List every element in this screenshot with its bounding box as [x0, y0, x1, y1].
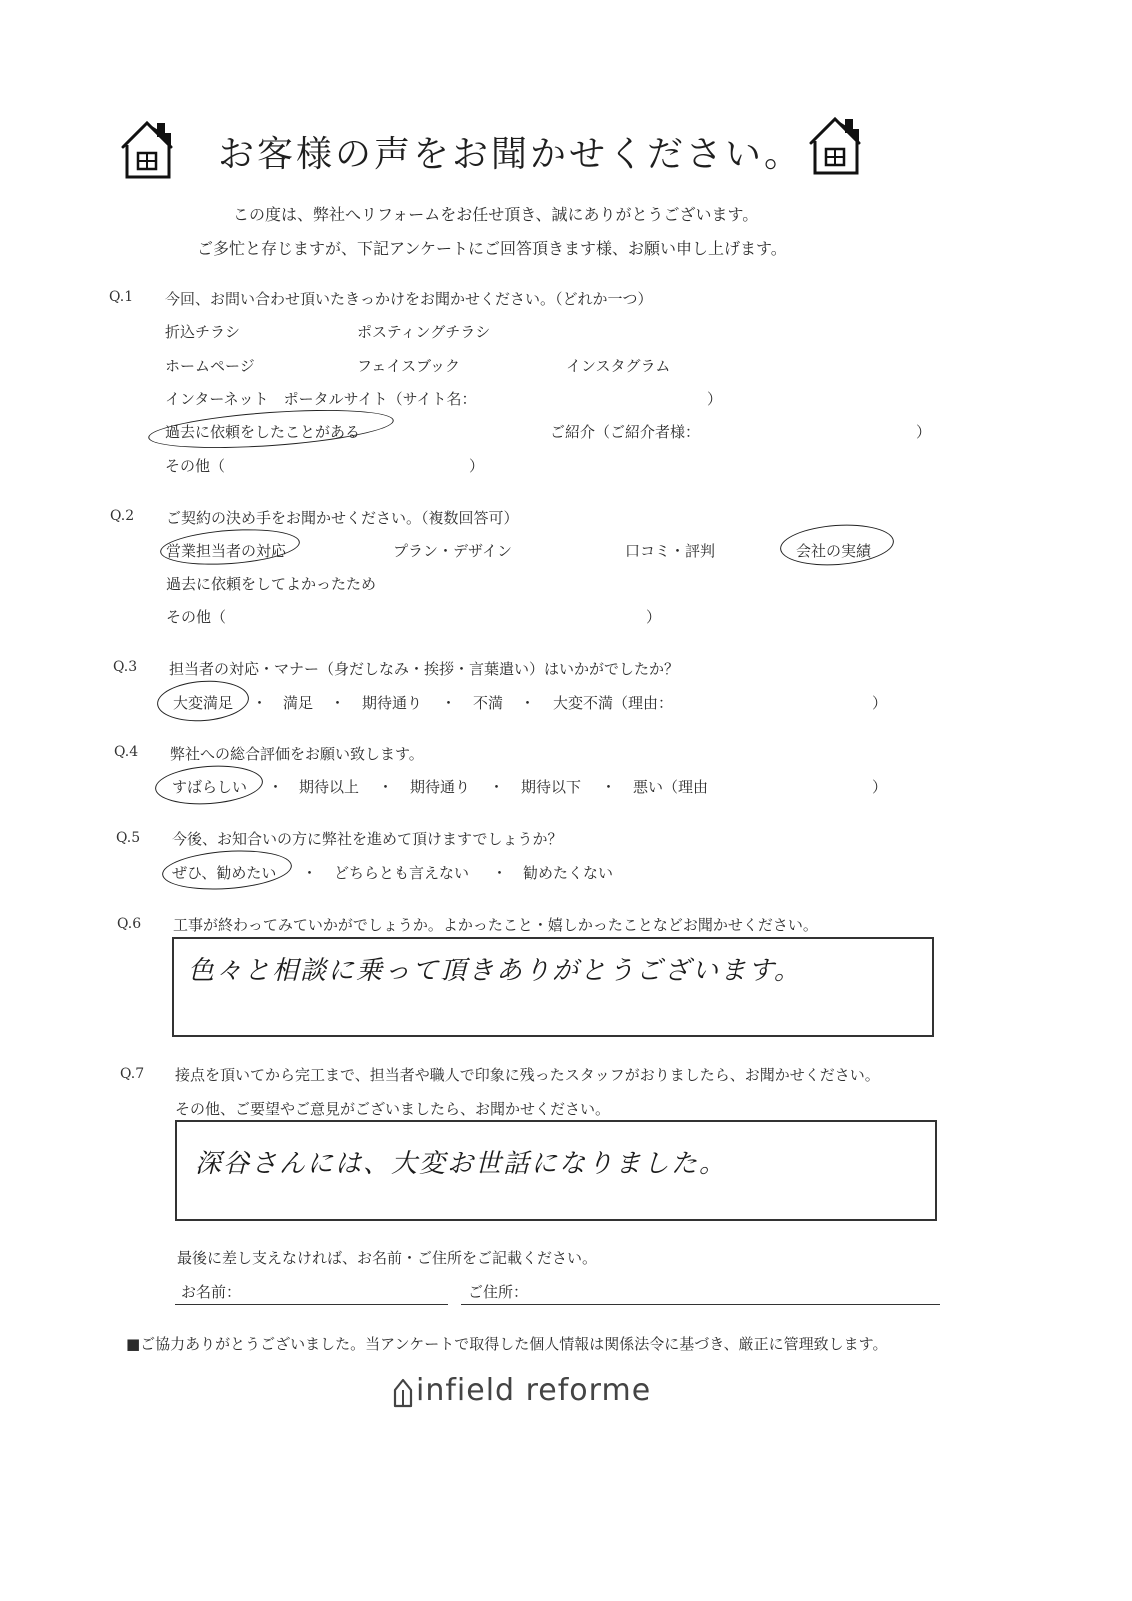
q5-number: Q.5 [116, 830, 141, 846]
q1-option-posting[interactable]: ポスティングチラシ [357, 323, 491, 341]
address-label: ご住所： [468, 1283, 529, 1301]
q5-option-not-recommend[interactable]: 勧めたくない [523, 864, 614, 882]
contact-prompt: 最後に差し支えなければ、お名前・ご住所をご記載ください。 [177, 1249, 598, 1267]
q1-option-past-client[interactable]: 過去に依頼をしたことがある [165, 423, 361, 441]
q1-option-homepage[interactable]: ホームページ [165, 357, 255, 375]
q4-selection-circle [154, 762, 264, 807]
q4-separator-1: ・ [268, 778, 284, 796]
q5-question: 今後、お知合いの方に弊社を進めて頂けますでしょうか？ [172, 830, 563, 848]
q1-selection-circle [147, 403, 395, 454]
q3-separator-4: ・ [520, 694, 536, 712]
q3-separator-1: ・ [252, 694, 268, 712]
q2-option-plan-design[interactable]: プラン・デザイン [393, 542, 512, 560]
house-icon-left [117, 117, 177, 183]
q4-option-excellent[interactable]: すばらしい [172, 778, 248, 796]
q3-selection-circle [156, 678, 251, 724]
q3-option-very-satisfied[interactable]: 大変満足 [173, 694, 234, 712]
q4-separator-4: ・ [601, 778, 617, 796]
intro-line-2: ご多忙と存じますが、下記アンケートにご回答頂きます様、お願い申し上げます。 [197, 239, 787, 258]
house-outline-icon [392, 1376, 414, 1408]
q3-number: Q.3 [113, 659, 138, 675]
q3-option-dissatisfied[interactable]: 不満 [473, 694, 504, 712]
q5-separator-2: ・ [492, 864, 508, 882]
q2-option-reviews[interactable]: 口コミ・評判 [625, 542, 716, 560]
q1-option-instagram[interactable]: インスタグラム [566, 357, 671, 375]
q5-selection-circle [161, 847, 293, 894]
q1-question: 今回、お問い合わせ頂いたきっかけをお聞かせください。（どれか一つ） [165, 290, 653, 308]
company-logo: infield reforme [416, 1373, 652, 1408]
q7-question-line-1: 接点を頂いてから完工まで、担当者や職人で印象に残ったスタッフがおりましたら、お聞かせください。 [175, 1066, 880, 1084]
q3-option-as-expected[interactable]: 期待通り [362, 694, 423, 712]
q7-answer-text: 深谷さんには、大変お世話になりました。 [195, 1149, 728, 1179]
q3-separator-2: ・ [330, 694, 346, 712]
q1-option-referral[interactable]: ご紹介（ご紹介者様： [550, 423, 701, 441]
q6-question: 工事が終わってみていかがでしょうか。よかったこと・嬉しかったことなどお聞かせください。 [173, 916, 818, 934]
q7-number: Q.7 [120, 1066, 145, 1082]
q3-reason-close: ） [872, 694, 888, 712]
q4-number: Q.4 [114, 744, 139, 760]
q3-option-very-dissatisfied[interactable]: 大変不満（理由： [553, 694, 674, 712]
q4-reason-close: ） [872, 778, 888, 796]
q6-answer-text: 色々と相談に乗って頂きありがとうございます。 [188, 956, 802, 986]
q2-selection-circle-1 [159, 525, 301, 569]
q2-selection-circle-2 [779, 521, 896, 569]
house-icon-right [805, 113, 865, 179]
q5-option-neutral[interactable]: どちらとも言えない [334, 864, 470, 882]
q1-option-other[interactable]: その他（ [165, 457, 226, 475]
q3-question: 担当者の対応・マナー（身だしなみ・挨拶・言葉遣い）はいかがでしたか？ [169, 660, 680, 678]
q1-other-close: ） [469, 457, 485, 475]
q1-option-flyer[interactable]: 折込チラシ [165, 323, 241, 341]
q2-option-track-record[interactable]: 会社の実績 [796, 542, 872, 560]
q4-question: 弊社への総合評価をお願い致します。 [170, 745, 424, 763]
q1-referral-close: ） [916, 423, 932, 441]
privacy-notice: ■ご協力ありがとうございました。当アンケートで取得した個人情報は関係法令に基づき、厳正に管理致します。 [126, 1335, 888, 1353]
address-field-line[interactable] [461, 1304, 940, 1305]
q1-option-facebook[interactable]: フェイスブック [357, 357, 461, 375]
q1-portal-close: ） [707, 390, 723, 408]
q2-option-past-good[interactable]: 過去に依頼をしてよかったため [166, 575, 377, 593]
q4-option-bad[interactable]: 悪い（理由 [633, 778, 709, 796]
page-title: お客様の声をお聞かせください。 [218, 134, 804, 175]
q1-option-portal[interactable]: インターネット ポータルサイト（サイト名： [165, 390, 477, 408]
q4-separator-2: ・ [378, 778, 394, 796]
q4-separator-3: ・ [489, 778, 505, 796]
q2-option-sales-rep[interactable]: 営業担当者の対応 [166, 542, 287, 560]
q2-option-other[interactable]: その他（ [166, 608, 227, 626]
q3-option-satisfied[interactable]: 満足 [283, 694, 314, 712]
q7-question-line-2: その他、ご要望やご意見がございましたら、お聞かせください。 [175, 1100, 611, 1118]
intro-line-1: この度は、弊社へリフォームをお任せ頂き、誠にありがとうございます。 [233, 205, 759, 224]
q1-number: Q.1 [109, 289, 134, 305]
q5-option-recommend[interactable]: ぜひ、勧めたい [172, 864, 277, 882]
q2-other-close: ） [646, 608, 662, 626]
q2-number: Q.2 [110, 508, 135, 524]
name-label: お名前： [181, 1283, 242, 1301]
name-field-line[interactable] [175, 1304, 448, 1305]
q6-number: Q.6 [117, 916, 142, 932]
q4-option-above[interactable]: 期待以上 [299, 778, 360, 796]
q5-separator-1: ・ [302, 864, 318, 882]
q3-separator-3: ・ [441, 694, 457, 712]
q4-option-below[interactable]: 期待以下 [521, 778, 582, 796]
q4-option-as-expected[interactable]: 期待通り [410, 778, 471, 796]
q2-question: ご契約の決め手をお聞かせください。（複数回答可） [166, 509, 519, 527]
